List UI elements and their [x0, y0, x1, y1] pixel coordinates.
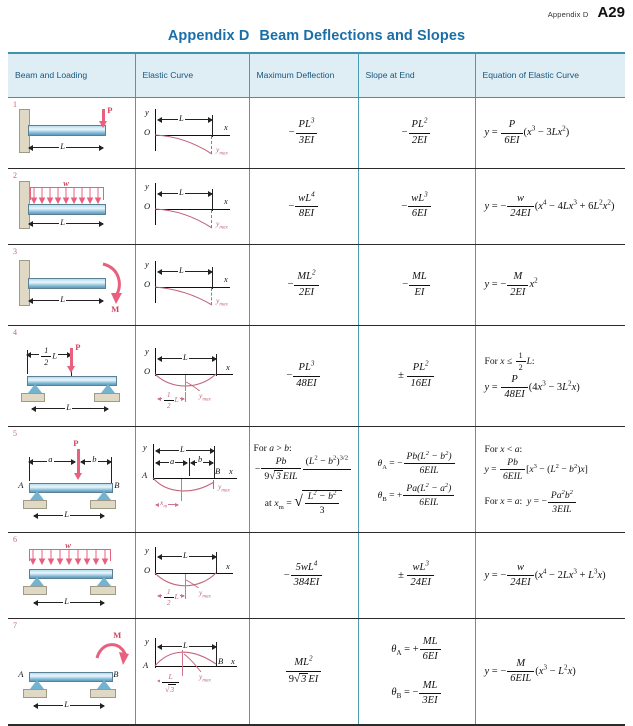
ground-left: [21, 393, 45, 402]
span-dimension-line: [158, 119, 212, 120]
roller-support-right: [97, 577, 111, 586]
ground-left: [23, 500, 47, 509]
dimension-tick: [212, 189, 213, 211]
elastic-curve-cell-7: [135, 619, 249, 726]
a-label: a: [48, 453, 53, 464]
dimension-tick: [189, 458, 190, 476]
elastic-curve-equation: y = − $\frac{M}{2EI}$ $x^2$: [484, 271, 538, 298]
title-name: Beam Deflections and Slopes: [259, 28, 466, 44]
node-label-A: A: [18, 668, 24, 679]
pin-support-left: [28, 384, 42, 393]
xm-tick: [181, 479, 182, 501]
span-label: L: [64, 508, 69, 519]
row-number: 4: [13, 328, 17, 337]
max-deflection-cell-5: [249, 427, 358, 533]
elastic-curve-diagram-6: [140, 543, 244, 609]
dimension-tick: [29, 457, 30, 481]
span-label: L: [179, 113, 184, 123]
distributed-load-arrows: [29, 550, 112, 566]
ymax-label: $y_{max}$: [216, 296, 228, 308]
deflection-curve: [153, 478, 215, 498]
table-row: [8, 245, 625, 326]
slope-cell-5: [358, 427, 475, 533]
column-header-equation-of-elastic-curve: Equation of Elastic Curve: [475, 53, 625, 98]
max-deflection-location: at $x_m$ = √ $\frac{L^2 - b^2}{3}$: [265, 498, 343, 509]
y-axis: [155, 547, 156, 575]
ground-right: [90, 500, 116, 509]
node-label-B: B: [114, 479, 120, 490]
dimension-tick: [216, 552, 217, 574]
span-label: L: [179, 186, 184, 197]
slope-formula: − $\frac{wL^3}{6EI}$: [401, 201, 431, 212]
table-header-row: [8, 53, 625, 98]
row-number: 3: [13, 247, 17, 256]
equation-condition-2: For x = a: y = − $Pa^2b^2$ 3EIL: [485, 496, 577, 507]
axis-label-x: x: [229, 465, 233, 476]
node-label-B: B: [113, 668, 119, 679]
half-span-label: $\frac{1}{2}$ L: [162, 391, 180, 410]
y-axis: [153, 444, 154, 480]
column-header-slope-at-end: Slope at End: [358, 53, 475, 98]
axis-label-y: y: [143, 441, 147, 452]
slope-cell-7: [358, 619, 475, 726]
beam-deflections-table: [8, 52, 625, 726]
ymax-leader: [211, 210, 212, 228]
slope-formula: − $\frac{PL^2}{2EI}$: [402, 127, 432, 138]
max-deflection-cell-2: [249, 169, 358, 245]
origin-label: O: [144, 564, 151, 575]
max-deflection-cell-6: [249, 533, 358, 619]
slope-B-formula: $\theta_B$ = − $\frac{ML}{3EI}$: [391, 687, 441, 698]
moment-label: M: [111, 304, 120, 314]
span-label: L: [183, 549, 188, 560]
slope-cell-6: [358, 533, 475, 619]
half-span-label: $\frac{1}{2}$ L: [162, 588, 180, 607]
ymax-label: $y_{max}$: [216, 145, 228, 157]
table-row: [8, 326, 625, 427]
origin-label: O: [144, 200, 151, 211]
elastic-curve-equation: y = − M 6EIL $(x^3 - L^2x)$: [484, 657, 576, 684]
deflection-curve: [155, 287, 215, 309]
equation-cell-3: [475, 245, 625, 326]
max-condition: For a > b:: [253, 442, 292, 454]
slope-formula: ± $\frac{PL^2}{16EI}$: [398, 370, 435, 381]
span-dimension-line: [29, 147, 103, 148]
max-deflection-cell-7: [249, 619, 358, 726]
deflection-curve: [155, 135, 215, 157]
max-deflection-formula: − Pb 9√3 EIL $(L^2 - b^2)^{3/2}$: [255, 464, 352, 475]
beam-loading-cell-6: [8, 533, 135, 619]
row-number: 1: [13, 100, 17, 109]
slope-cell-1: [358, 98, 475, 169]
load-label: w: [63, 177, 69, 188]
table-row: [8, 619, 625, 726]
beam-loading-cell-4: [8, 326, 135, 427]
equation-condition: For x < a:: [484, 444, 523, 456]
elastic-curve-equation: y = $\frac{P}{6EI}$ $(x^3 - 3Lx^2)$: [484, 119, 570, 146]
span-dimension-line: [158, 271, 212, 272]
axis-label-y: y: [145, 544, 149, 555]
elastic-curve-equation: y = Pb 6EIL $[x^3 - (L^2 - b^2)x]$: [484, 457, 588, 483]
equation-condition: For x ≤ $\frac{1}{2}$ L:: [484, 350, 535, 372]
ground-left: [23, 586, 47, 595]
origin-label: O: [144, 366, 151, 376]
equation-cell-2: [475, 169, 625, 245]
column-header-beam-and-loading: Beam and Loading: [8, 53, 135, 98]
origin-label: O: [144, 127, 151, 137]
beam-loading-cell-2: [8, 169, 135, 245]
slope-cell-2: [358, 169, 475, 245]
beam-diagram-simple-offcenter-load: [13, 435, 129, 525]
span-label: L: [183, 352, 188, 362]
max-deflection-formula: $\frac{ML^2}{9√3 EI}$: [285, 666, 322, 677]
max-deflection-formula: − $\frac{PL^3}{48EI}$: [286, 370, 320, 381]
slope-cell-4: [358, 326, 475, 427]
equation-cell-6: [475, 533, 625, 619]
beam-loading-cell-5: [8, 427, 135, 533]
ymax-leader: [211, 136, 212, 154]
span-label: L: [60, 294, 65, 304]
span-label: L: [183, 639, 188, 650]
elastic-curve-diagram-1: [140, 105, 244, 161]
beam: [28, 204, 106, 215]
page-title: [0, 28, 633, 44]
ymax-leader: [184, 652, 204, 674]
slope-formula: − $\frac{ML}{EI}$: [402, 279, 431, 290]
row-number: 7: [13, 621, 17, 630]
roller-support-right: [97, 491, 111, 500]
beam-diagram-cantilever-uniform-load: [15, 175, 127, 239]
axis-label-x: x: [224, 195, 228, 206]
dimension-tick: [111, 457, 112, 483]
axis-label-x: x: [226, 362, 230, 372]
span-dimension-line: [158, 193, 212, 194]
max-deflection-cell-3: [249, 245, 358, 326]
dimension-tick: [27, 350, 28, 374]
xm-label: $x_m$: [160, 497, 168, 509]
equation-cell-5: [475, 427, 625, 533]
ymax-label: $y_{max}$: [199, 587, 211, 599]
xpos-tick: [182, 650, 183, 676]
b-label: b: [92, 453, 97, 464]
ground-right: [90, 586, 116, 595]
elastic-curve-equation: y = − $\frac{w}{24EI}$ $(x^4 - 4Lx^3 + 6L^2x^2)$: [484, 192, 615, 219]
beam-loading-cell-3: [8, 245, 135, 326]
dimension-tick: [216, 354, 217, 376]
node-label-B: B: [215, 465, 221, 476]
axis-label-x: x: [226, 560, 230, 571]
pin-support-left: [30, 680, 44, 689]
slope-cell-3: [358, 245, 475, 326]
max-deflection-cell-4: [249, 326, 358, 427]
axis-label-y: y: [145, 635, 149, 646]
table-row: [8, 98, 625, 169]
beam-diagram-simple-uniform-load: [13, 539, 129, 613]
node-label-B: B: [218, 655, 224, 666]
span-label: L: [66, 402, 71, 412]
row-number: 2: [13, 171, 17, 180]
running-head-label: Appendix D: [547, 10, 589, 19]
beam: [28, 278, 106, 289]
span-label: L: [64, 698, 69, 709]
equation-cell-7: [475, 619, 625, 726]
column-header-maximum-deflection: Maximum Deflection: [249, 53, 358, 98]
table-row: [8, 533, 625, 619]
span-label: L: [180, 443, 185, 454]
elastic-curve-cell-4: [135, 326, 249, 427]
node-label-A: A: [18, 479, 24, 490]
span-label: L: [64, 595, 69, 606]
distributed-load-arrows: [30, 188, 105, 204]
slope-B-formula: $\theta_B$ = + $Pa(L^2 - a^2)$ 6EIL: [378, 490, 456, 501]
moment-label: M: [113, 629, 122, 640]
slope-formula: ± $\frac{wL^3}{24EI}$: [398, 570, 435, 581]
beam-loading-cell-7: [8, 619, 135, 726]
beam-diagram-simple-center-load: [13, 334, 129, 418]
elastic-curve-diagram-2: [140, 179, 244, 235]
origin-label: O: [144, 279, 151, 289]
deflection-curve: [155, 209, 215, 231]
ground-left: [23, 689, 47, 698]
axis-label-y: y: [145, 180, 149, 191]
ymax-label: $y_{max}$: [216, 218, 228, 230]
table-row: [8, 427, 625, 533]
load-label: P: [73, 437, 79, 448]
load-arrow-head: [67, 366, 75, 373]
axis-label-x: x: [224, 274, 228, 284]
span-label: L: [60, 141, 65, 151]
node-label-A: A: [143, 659, 149, 670]
ground-right: [90, 689, 116, 698]
axis-label-y: y: [145, 107, 149, 117]
column-header-elastic-curve: Elastic Curve: [135, 53, 249, 98]
table-row: [8, 169, 625, 245]
ymax-leader: [211, 288, 212, 305]
dimension-tick: [214, 446, 215, 478]
elastic-curve-diagram-5: [139, 440, 245, 520]
span-label: L: [60, 216, 65, 227]
row-number: 6: [13, 535, 17, 544]
span-dimension-line: [29, 300, 103, 301]
a-label: a: [170, 455, 175, 466]
load-label: P: [75, 342, 81, 352]
ground-right: [94, 393, 120, 402]
axis-label-x: x: [231, 655, 235, 666]
elastic-curve-equation: y = $\frac{P}{48EI}$ $(4x^3 - 3L^2x)$: [484, 374, 580, 401]
running-head: [548, 4, 625, 21]
axis-label-x: x: [224, 122, 228, 132]
load-arrow-shaft: [70, 348, 73, 368]
load-arrow-head: [74, 473, 82, 480]
axis-label-y: y: [145, 346, 149, 356]
slope-A-formula: $\theta_A$ = − $Pb(L^2 - b^2)$ 6EIL: [377, 458, 455, 469]
max-deflection-formula: − $\frac{PL^3}{3EI}$: [289, 127, 319, 138]
ymax-label: $y_{max}$: [218, 481, 230, 493]
elastic-curve-cell-1: [135, 98, 249, 169]
pin-support-left: [30, 491, 44, 500]
max-deflection-formula: − $\frac{5wL^4}{384EI}$: [284, 570, 324, 581]
slope-A-formula: $\theta_A$ = + $\frac{ML}{6EI}$: [391, 644, 442, 655]
elastic-curve-diagram-4: [140, 340, 244, 412]
equation-cell-4: [475, 326, 625, 427]
elastic-curve-cell-2: [135, 169, 249, 245]
xpos-label: $\frac{L}{√3}$: [160, 672, 181, 694]
row-number: 5: [13, 429, 17, 438]
b-label: b: [198, 453, 203, 464]
max-deflection-formula: − $\frac{ML^2}{2EI}$: [287, 279, 319, 290]
span-label: L: [179, 265, 184, 275]
beam-diagram-simple-end-moment: [13, 628, 129, 716]
roller-support-right: [101, 384, 115, 393]
elastic-curve-cell-3: [135, 245, 249, 326]
load-arrow-head: [99, 121, 107, 128]
title-appendix: Appendix D: [167, 28, 250, 44]
elastic-curve-diagram-3: [140, 257, 244, 313]
load-label: P: [107, 105, 113, 115]
elastic-curve-cell-5: [135, 427, 249, 533]
beam: [28, 125, 106, 136]
elastic-curve-diagram-7: [140, 632, 244, 712]
beam-diagram-cantilever-end-moment: [15, 252, 127, 318]
roller-support-right: [97, 680, 111, 689]
node-label-A: A: [142, 469, 148, 480]
elastic-curve-equation: y = − $\frac{w}{24EI}$ $(x^4 - 2Lx^3 + L^3x)$: [484, 561, 606, 588]
page-number: A29: [597, 4, 625, 21]
ymax-leader: [213, 480, 214, 489]
max-deflection-formula: − $\frac{wL^4}{8EI}$: [288, 201, 318, 212]
dimension-tick: [212, 115, 213, 137]
load-label: w: [65, 539, 71, 550]
span-dimension-line: [29, 223, 103, 224]
beam-loading-cell-1: [8, 98, 135, 169]
ymax-label: $y_{max}$: [199, 671, 211, 683]
half-span-label: $\frac{1}{2}$ L: [39, 346, 58, 367]
elastic-curve-cell-6: [135, 533, 249, 619]
equation-cell-1: [475, 98, 625, 169]
y-axis: [155, 348, 156, 376]
ymax-label: $y_{max}$: [199, 391, 211, 403]
axis-label-y: y: [145, 259, 149, 269]
max-deflection-cell-1: [249, 98, 358, 169]
dimension-tick: [212, 267, 213, 289]
pin-support-left: [30, 577, 44, 586]
beam-diagram-cantilever-end-load: [15, 103, 127, 163]
